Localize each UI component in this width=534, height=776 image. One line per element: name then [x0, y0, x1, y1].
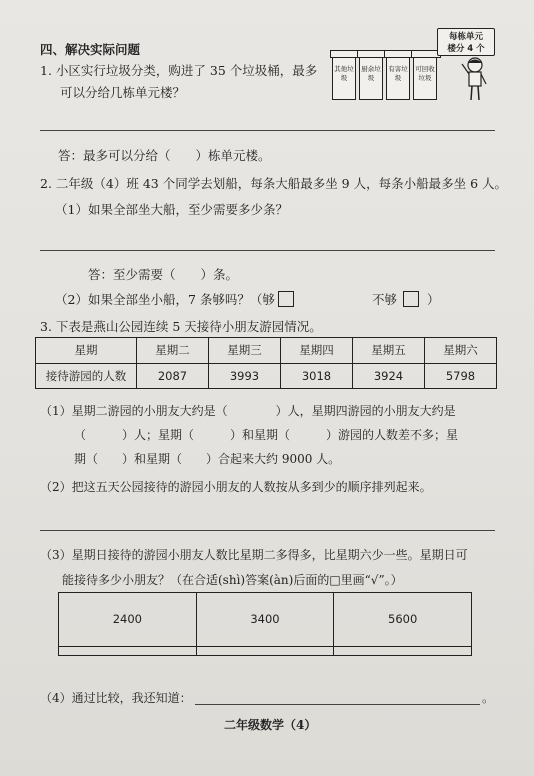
table-cell-value: 2087	[137, 363, 209, 389]
trash-bin-recyclable: 可回收垃圾	[413, 56, 437, 100]
table-header-day: 星期六	[425, 338, 497, 364]
table-cell-value: 3993	[209, 363, 281, 389]
table-header-day: 星期五	[353, 338, 425, 364]
table-row	[36, 363, 497, 389]
table-header-day: 星期三	[209, 338, 281, 364]
q2-sub1: （1）如果全部坐大船，至少需要多少条？	[55, 202, 288, 217]
visitors-table	[35, 337, 497, 389]
option-answer-cell[interactable]	[59, 646, 197, 655]
trash-bin-kitchen: 厨余垃圾	[359, 56, 383, 100]
options-table	[58, 592, 472, 656]
not-enough-label: 不够	[372, 292, 398, 307]
q3-p1-line2: （ ）人；星期（ ）和星期（ ）游园的人数差不多；星	[74, 428, 459, 442]
table-header-day: 星期二	[137, 338, 209, 364]
q3-p1-line1: （1）星期二游园的小朋友大约是（ ）人，星期四游园的小朋友大约是	[40, 404, 456, 418]
q3-p3-line2: 能接待多少小朋友？（在合适(shì)答案(àn)后面的□里画“√”。）	[62, 573, 403, 587]
q2-not-enough	[372, 290, 440, 308]
q3-p4: （4）通过比较，我还知道：	[40, 691, 192, 705]
option-answer-cell[interactable]	[334, 646, 472, 655]
q3-p1-line3: 期（ ）和星期（ ）合起来大约 9000 人。	[74, 452, 341, 466]
table-header-label: 星期	[36, 338, 137, 364]
q3-p3-line1: （3）星期日接待的游园小朋友人数比星期二多得多，比星期六少一些。星期日可	[40, 548, 468, 562]
option-value: 5600	[334, 593, 472, 647]
page-footer: 二年级数学（4）	[224, 718, 317, 732]
q2-text: 2. 二年级（4）班 43 个同学去划船，每条大船最多坐 9 人，每条小船最多坐 6 人。	[40, 176, 508, 191]
q2-work-line[interactable]	[40, 250, 495, 251]
trash-bin-hazardous: 有害垃圾	[386, 56, 410, 100]
table-header-day: 星期四	[281, 338, 353, 364]
q3-p4-answer-line[interactable]	[195, 704, 480, 705]
q2-sub2-text: （2）如果全部坐小船，7 条够吗？（够	[55, 292, 275, 307]
enough-checkbox[interactable]	[278, 291, 294, 307]
q2-sub2	[55, 290, 294, 308]
sign-line2: 楼分 4 个	[447, 44, 485, 54]
table-cell-value: 3018	[281, 363, 353, 389]
child-icon	[458, 56, 492, 104]
q3-p2: （2）把这五天公园接待的游园小朋友的人数按从多到少的顺序排列起来。	[40, 480, 432, 494]
close-paren: ）	[427, 292, 440, 307]
q2-answer1: 答：至少需要（ ）条。	[88, 267, 239, 282]
q3-p2-work-line[interactable]	[40, 530, 495, 531]
q1-text-line1: 1. 小区实行垃圾分类，购进了 35 个垃圾桶，最多	[40, 63, 318, 78]
speech-sign	[437, 28, 495, 56]
option-value: 2400	[59, 593, 197, 647]
not-enough-checkbox[interactable]	[403, 291, 419, 307]
q3-text: 3. 下表是燕山公园连续 5 天接待小朋友游园情况。	[40, 319, 322, 334]
table-cell-value: 3924	[353, 363, 425, 389]
table-row	[59, 593, 472, 647]
table-row	[36, 338, 497, 364]
trash-bin-other: 其他垃圾	[332, 56, 356, 100]
table-cell-value: 5798	[425, 363, 497, 389]
q1-text-line2: 可以分给几栋单元楼？	[60, 85, 186, 100]
trash-bins-illustration	[330, 50, 438, 102]
sign-line1: 每栋单元	[448, 32, 483, 42]
table-row	[59, 646, 472, 655]
option-value: 3400	[196, 593, 334, 647]
q3-p4-end: 。	[482, 691, 495, 705]
table-row-label: 接待游园的人数	[36, 363, 137, 389]
section-title: 四、解决实际问题	[40, 42, 141, 57]
q1-answer: 答：最多可以分给（ ）栋单元楼。	[58, 148, 271, 163]
q1-work-line[interactable]	[40, 130, 495, 131]
option-answer-cell[interactable]	[196, 646, 334, 655]
